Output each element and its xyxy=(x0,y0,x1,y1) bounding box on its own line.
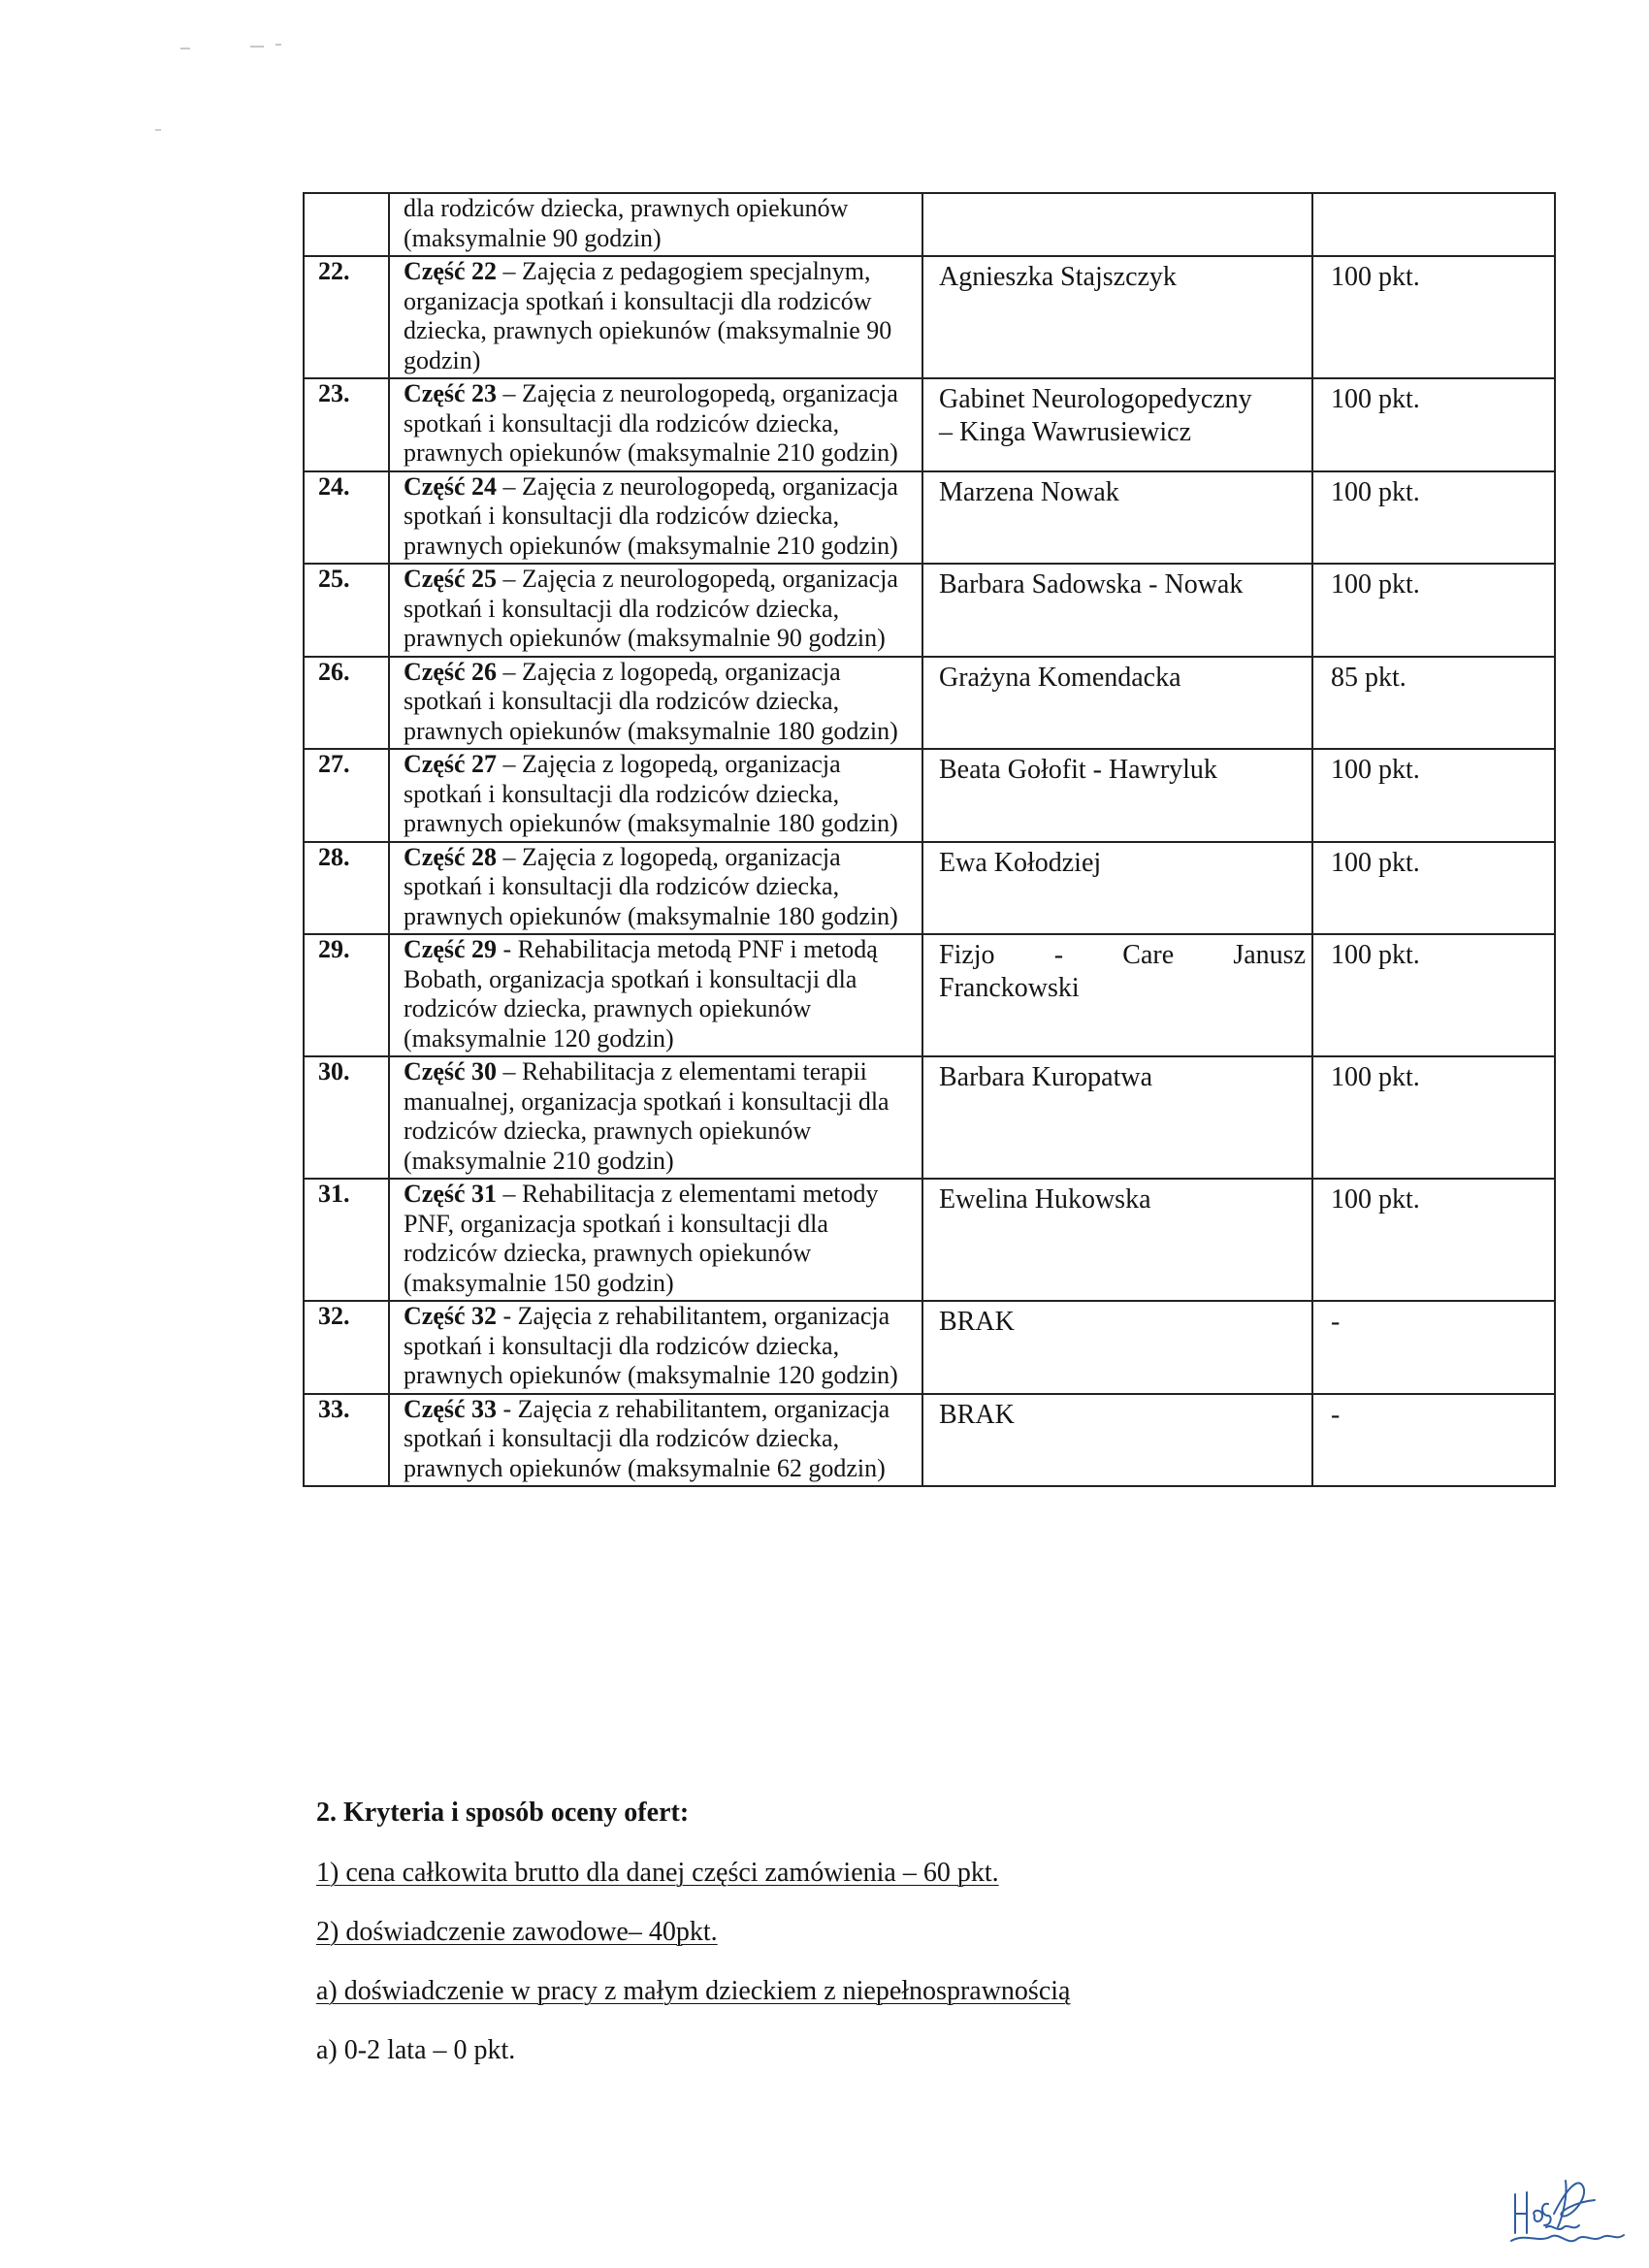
table-row xyxy=(304,657,1555,750)
points-value: 100 pkt. xyxy=(1312,934,1555,1056)
part-description: dla rodziców dziecka, prawnych opiekunów (maksymalnie 90 godzin) xyxy=(389,193,922,256)
criteria-section xyxy=(316,1797,1480,2093)
points-value: 100 pkt. xyxy=(1312,256,1555,378)
contractor-name: Barbara Kuropatwa xyxy=(922,1056,1312,1179)
part-text: – Rehabilitacja z elementami metody PNF, organizacja spotkań i konsultacji dla rodziców dziecka, prawnych opiekunów (maksymalnie 150 godzin) xyxy=(404,1180,879,1297)
part-text: – Zajęcia z logopedą, organizacja spotkań i konsultacji dla rodziców dziecka, prawnych opiekunów (maksymalnie 180 godzin) xyxy=(404,657,898,745)
points-value: 100 pkt. xyxy=(1312,1056,1555,1179)
part-label: Część 32 xyxy=(404,1302,498,1330)
part-description xyxy=(389,749,922,842)
part-label: Część 29 xyxy=(404,935,498,963)
contractor-line: Franckowski xyxy=(939,973,1080,1003)
part-description xyxy=(389,471,922,565)
part-description xyxy=(389,1179,922,1301)
points-value: 100 pkt. xyxy=(1312,749,1555,842)
contractor-name: BRAK xyxy=(922,1301,1312,1394)
contractor-name: Barbara Sadowska - Nowak xyxy=(922,564,1312,657)
points-value: 100 pkt. xyxy=(1312,378,1555,471)
row-number: 27. xyxy=(304,749,389,842)
part-text: – Zajęcia z logopedą, organizacja spotkań i konsultacji dla rodziców dziecka, prawnych opiekunów (maksymalnie 180 godzin) xyxy=(404,750,898,837)
table-row xyxy=(304,1394,1555,1487)
contractor-name: Ewa Kołodziej xyxy=(922,842,1312,935)
criteria-subitem: a) 0-2 lata – 0 pkt. xyxy=(316,2035,516,2065)
part-label: Część 33 xyxy=(404,1394,498,1423)
part-description xyxy=(389,657,922,750)
contractor-name xyxy=(922,378,1312,471)
row-number-empty xyxy=(304,193,389,256)
contractor-name: Grażyna Komendacka xyxy=(922,657,1312,750)
part-label: Część 30 xyxy=(404,1057,498,1085)
table-row-continuation xyxy=(304,193,1555,256)
row-number: 32. xyxy=(304,1301,389,1394)
part-description xyxy=(389,1056,922,1179)
criteria-subitem-text: a) doświadczenie w pracy z małym dzieckiem z niepełnosprawnością xyxy=(316,1976,1071,2006)
part-description xyxy=(389,256,922,378)
part-description xyxy=(389,564,922,657)
part-text: – Zajęcia z neurologopedą, organizacja spotkań i konsultacji dla rodziców dziecka, prawnych opiekunów (maksymalnie 210 godzin) xyxy=(404,379,898,467)
table-row xyxy=(304,378,1555,471)
contractor-name: Agnieszka Stajszczyk xyxy=(922,256,1312,378)
table-row xyxy=(304,1179,1555,1301)
row-number: 28. xyxy=(304,842,389,935)
criteria-item xyxy=(316,1916,1480,1949)
table-row xyxy=(304,564,1555,657)
contractor-name: Beata Gołofit - Hawryluk xyxy=(922,749,1312,842)
row-number: 23. xyxy=(304,378,389,471)
part-text: - Zajęcia z rehabilitantem, organizacja spotkań i konsultacji dla rodziców dziecka, prawnych opiekunów (maksymalnie 62 godzin) xyxy=(404,1394,890,1482)
table-row xyxy=(304,934,1555,1056)
part-text: - Zajęcia z rehabilitantem, organizacja spotkań i konsultacji dla rodziców dziecka, prawnych opiekunów (maksymalnie 120 godzin) xyxy=(404,1302,898,1389)
part-text: – Zajęcia z logopedą, organizacja spotkań i konsultacji dla rodziców dziecka, prawnych opiekunów (maksymalnie 180 godzin) xyxy=(404,842,898,930)
part-label: Część 23 xyxy=(404,379,498,407)
part-description xyxy=(389,934,922,1056)
part-label: Część 27 xyxy=(404,750,498,778)
contractor-name: BRAK xyxy=(922,1394,1312,1487)
part-text: – Zajęcia z neurologopedą, organizacja spotkań i konsultacji dla rodziców dziecka, prawnych opiekunów (maksymalnie 210 godzin) xyxy=(404,471,898,560)
points-value: 100 pkt. xyxy=(1312,1179,1555,1301)
points-value: 100 pkt. xyxy=(1312,471,1555,565)
criteria-subitem xyxy=(316,1975,1480,2008)
table-row xyxy=(304,1056,1555,1179)
points-value: - xyxy=(1312,1301,1555,1394)
row-number: 30. xyxy=(304,1056,389,1179)
part-label: Część 25 xyxy=(404,565,498,593)
criteria-heading: 2. Kryteria i sposób oceny ofert: xyxy=(316,1798,690,1828)
row-number: 26. xyxy=(304,657,389,750)
part-description xyxy=(389,1394,922,1487)
contractor-name: Ewelina Hukowska xyxy=(922,1179,1312,1301)
contractor-cell-empty xyxy=(922,193,1312,256)
points-value: 85 pkt. xyxy=(1312,657,1555,750)
part-description xyxy=(389,378,922,471)
scan-specks xyxy=(0,0,1649,155)
table-row xyxy=(304,471,1555,565)
criteria-item-text: 2) doświadczenie zawodowe– 40pkt. xyxy=(316,1917,718,1947)
part-label: Część 31 xyxy=(404,1180,498,1208)
points-value: 100 pkt. xyxy=(1312,564,1555,657)
table-row xyxy=(304,749,1555,842)
row-number: 29. xyxy=(304,934,389,1056)
points-value: - xyxy=(1312,1394,1555,1487)
contractor-line: – Kinga Wawrusiewicz xyxy=(939,417,1192,447)
part-text: – Zajęcia z pedagogiem specjalnym, organizacja spotkań i konsultacji dla rodziców dziecka, prawnych opiekunów (maksymalnie 90 godzin) xyxy=(404,257,892,374)
row-number: 22. xyxy=(304,256,389,378)
contractor-name: Marzena Nowak xyxy=(922,471,1312,565)
part-label: Część 28 xyxy=(404,842,498,871)
table-row xyxy=(304,842,1555,935)
points-value: 100 pkt. xyxy=(1312,842,1555,935)
part-label: Część 22 xyxy=(404,257,498,285)
points-cell-empty xyxy=(1312,193,1555,256)
part-text: – Rehabilitacja z elementami terapii manualnej, organizacja spotkań i konsultacji dla rodziców dziecka, prawnych opiekunów (maksymalnie 210 godzin) xyxy=(404,1057,889,1175)
contractor-name xyxy=(922,934,1312,1056)
row-number: 25. xyxy=(304,564,389,657)
part-label: Część 26 xyxy=(404,657,498,686)
part-description xyxy=(389,842,922,935)
part-text: – Zajęcia z neurologopedą, organizacja spotkań i konsultacji dla rodziców dziecka, prawnych opiekunów (maksymalnie 90 godzin) xyxy=(404,565,898,652)
row-number: 24. xyxy=(304,471,389,565)
part-description xyxy=(389,1301,922,1394)
results-table xyxy=(303,192,1556,1487)
handwritten-signature xyxy=(1505,2165,1630,2251)
contractor-line: Fizjo - Care Janusz xyxy=(939,940,1306,970)
table-row xyxy=(304,1301,1555,1394)
part-label: Część 24 xyxy=(404,471,498,501)
criteria-item-text: 1) cena całkowita brutto dla danej części zamówienia – 60 pkt. xyxy=(316,1858,999,1888)
row-number: 31. xyxy=(304,1179,389,1301)
part-text: - Rehabilitacja metodą PNF i metodą Bobath, organizacja spotkań i konsultacji dla rodziców dziecka, prawnych opiekunów (maksymalnie 120 godzin) xyxy=(404,935,878,1053)
row-number: 33. xyxy=(304,1394,389,1487)
contractor-line: Gabinet Neurologopedyczny xyxy=(939,384,1252,414)
criteria-item xyxy=(316,1857,1480,1890)
table-row xyxy=(304,256,1555,378)
